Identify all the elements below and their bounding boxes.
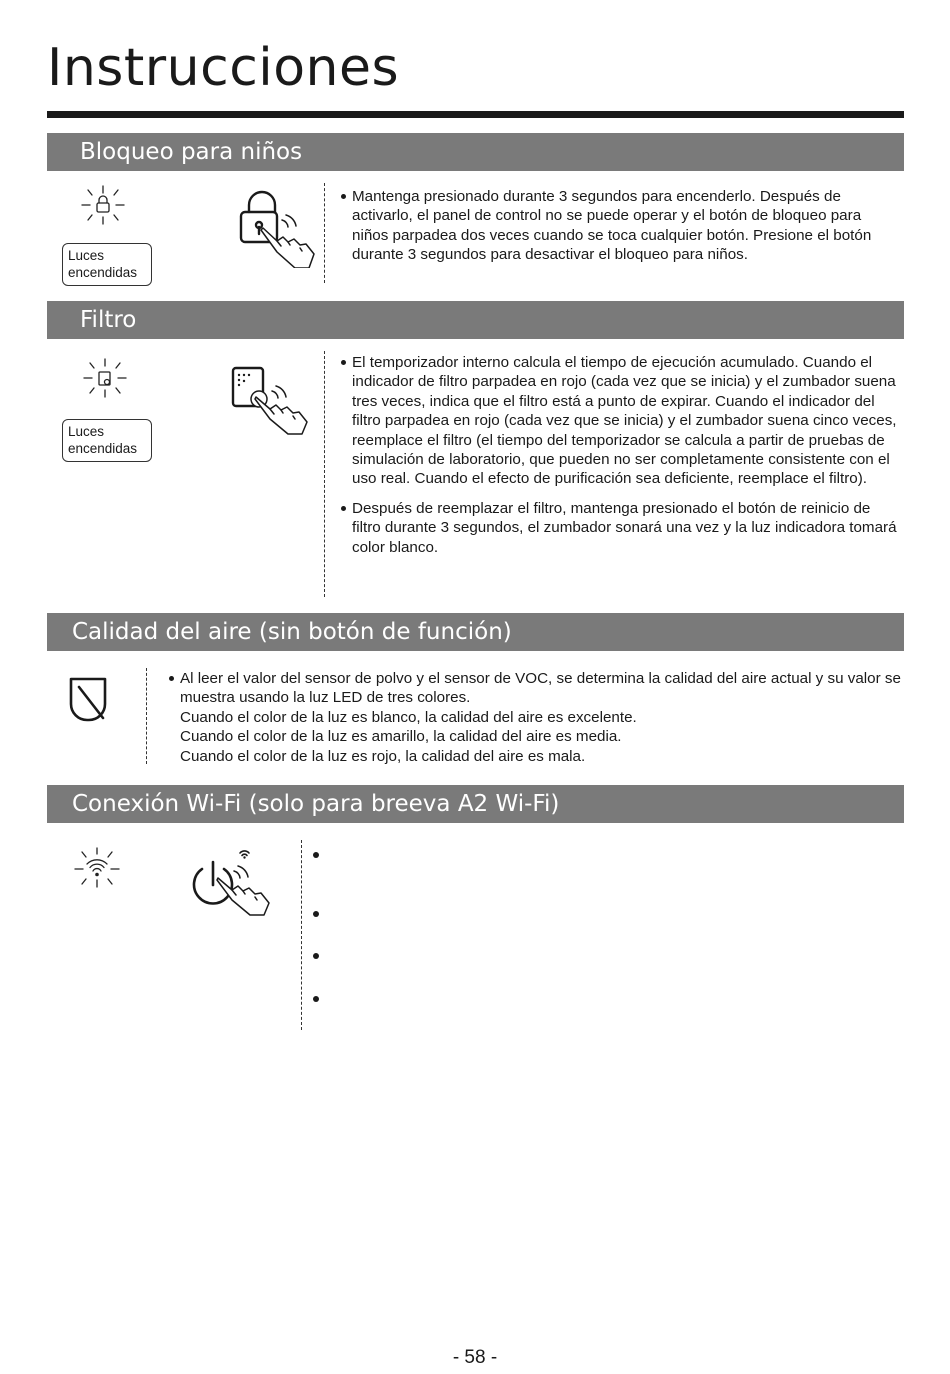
- child-lock-text: [341, 187, 896, 265]
- page-number: - 58 -: [452, 1347, 498, 1368]
- lights-on-label-child-lock: Luces encendidas: [62, 243, 152, 286]
- bullet-marker: [313, 953, 319, 959]
- bullet-marker: [313, 996, 319, 1002]
- air-quality-text: [169, 669, 909, 766]
- power-press-icon: [188, 845, 288, 925]
- bullet-marker: [313, 852, 319, 858]
- lock-press-icon: [236, 190, 331, 268]
- list-item: Después de reemplazar el filtro, mantenga presionado el botón de reinicio de filtro durante 3 segundos, el zumbador sonará una vez y la luz indicadora tomará color blanco.: [341, 499, 899, 557]
- divider-filter: [324, 351, 325, 597]
- filter-press-icon: [230, 365, 325, 440]
- bullet-marker: [313, 911, 319, 917]
- divider-child-lock: [324, 183, 325, 283]
- leaf-icon: [65, 674, 113, 724]
- list-item: Al leer el valor del sensor de polvo y el sensor de VOC, se determina la calidad del aire actual y su valor se muestra usando la luz LED de tres colores.: [169, 669, 909, 708]
- list-item: El temporizador interno calcula el tiempo de ejecución acumulado. Cuando el indicador de filtro parpadea en rojo (cada vez que se inicia) y el zumbador suena tres veces, indica que el filtro está a punto de expirar. Cuando el indicador del filtro parpadea en rojo (cada vez que se inicia) y el zumbador suena cinco veces, reemplace el filtro (el tiempo del temporizador se calcula a partir de pruebas de simulación de laboratorio, que pueden no ser completamente consistente con el uso real. Cuando el efecto de purificación sea deficiente, reemplace el filtro).: [341, 353, 899, 489]
- lights-on-label-filter: Luces encendidas: [62, 419, 152, 462]
- section-heading-air-quality: Calidad del aire (sin botón de función): [47, 613, 904, 651]
- list-item: Mantenga presionado durante 3 segundos para encenderlo. Después de activarlo, el panel de control no se puede operar y el botón de bloqueo para niños parpadea dos veces cuando se toca cualquier botón. Presione el botón durante 3 segundos para desactivar el bloqueo para niños.: [341, 187, 896, 265]
- section-heading-child-lock: Bloqueo para niños: [47, 133, 904, 171]
- list-item: Cuando el color de la luz es amarillo, la calidad del aire es media.: [180, 728, 622, 746]
- list-item: Cuando el color de la luz es rojo, la calidad del aire es mala.: [180, 747, 586, 765]
- section-heading-wifi: Conexión Wi-Fi (solo para breeva A2 Wi-Fi): [47, 785, 904, 823]
- section-heading-filter: Filtro: [47, 301, 904, 339]
- list-item: Cuando el color de la luz es blanco, la calidad del aire es excelente.: [180, 708, 637, 726]
- filter-light-icon: [80, 356, 130, 404]
- filter-text: [341, 353, 899, 557]
- wifi-light-icon: [72, 845, 122, 893]
- divider-wifi: [301, 840, 302, 1030]
- title-rule: [47, 111, 904, 118]
- divider-air-quality: [146, 668, 147, 764]
- lock-light-icon: [78, 183, 128, 231]
- page-title: Instrucciones: [47, 38, 400, 98]
